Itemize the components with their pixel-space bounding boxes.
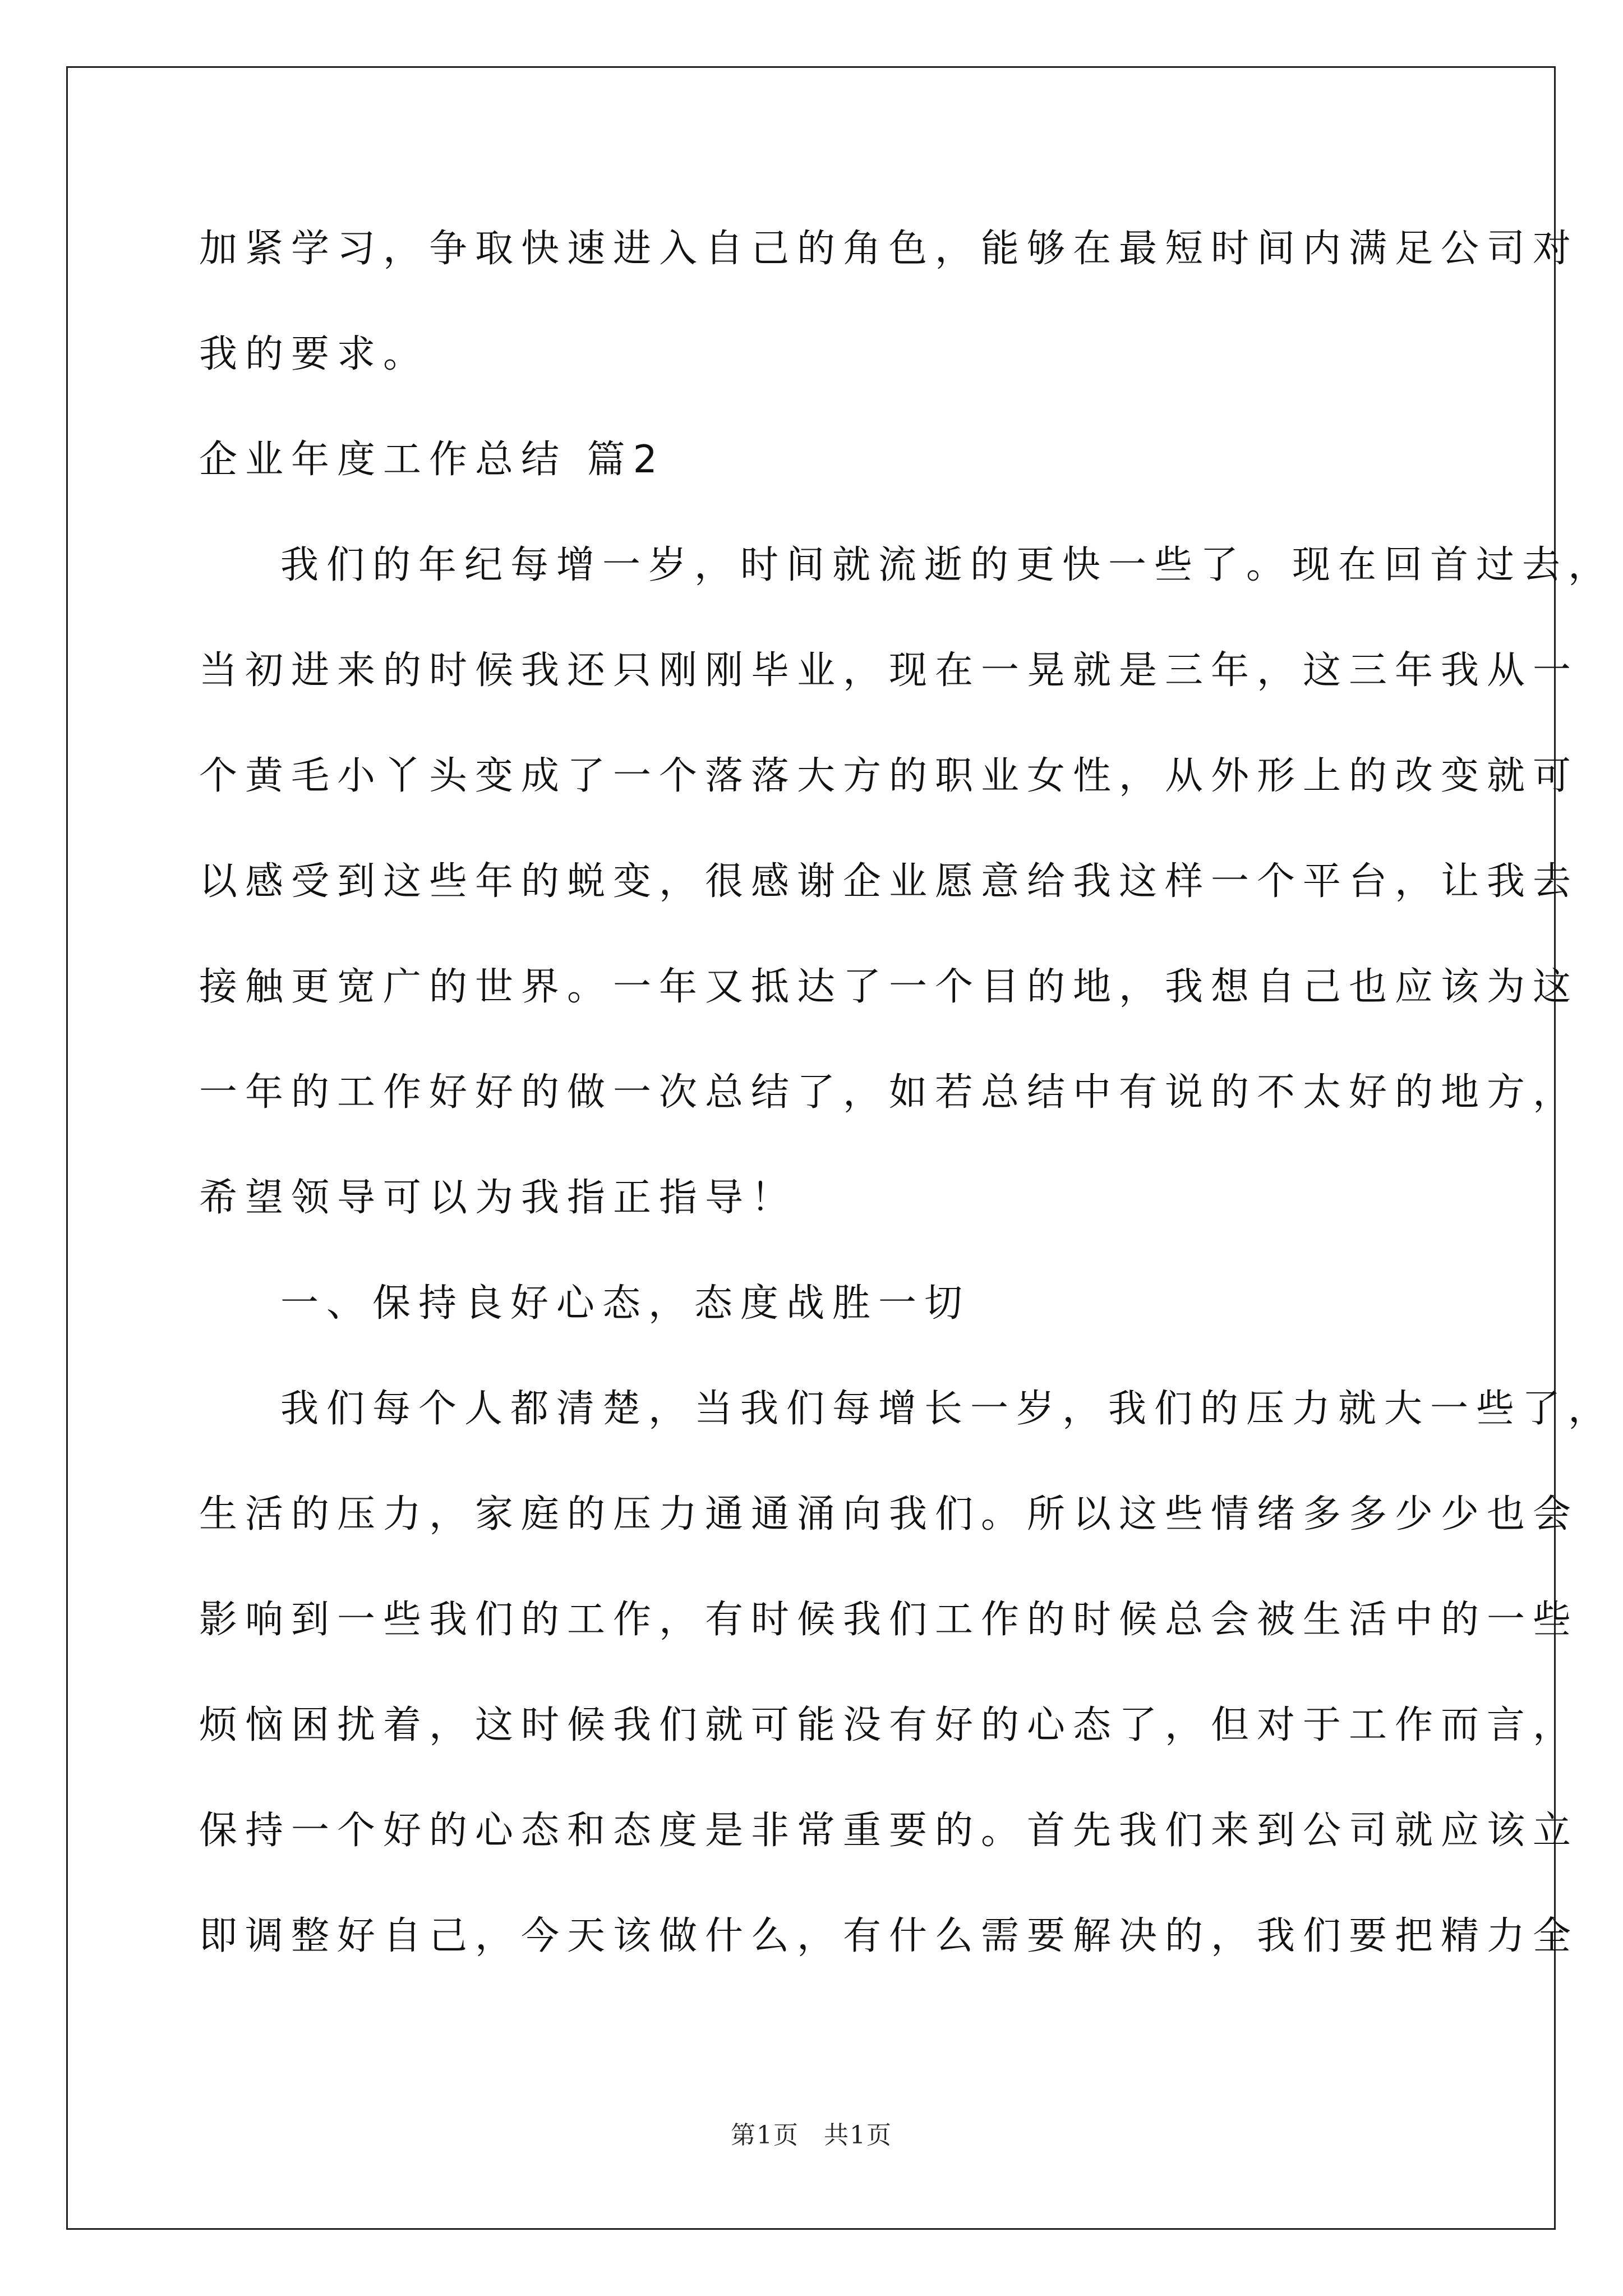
document-body	[199, 196, 1615, 1989]
body-line: 希望领导可以为我指正指导！	[199, 1176, 797, 1220]
body-line: 我们的年纪每增一岁，时间就流逝的更快一些了。现在回首过去，	[280, 543, 1615, 587]
body-line: 保持一个好的心态和态度是非常重要的。首先我们来到公司就应该立	[199, 1809, 1579, 1853]
subheading: 一、保持良好心态，态度战胜一切	[280, 1281, 971, 1326]
body-line: 以感受到这些年的蜕变，很感谢企业愿意给我这样一个平台，让我去	[199, 859, 1579, 904]
page-total: 共1页	[824, 2121, 892, 2150]
body-line: 即调整好自己，今天该做什么，有什么需要解决的，我们要把精力全	[199, 1914, 1579, 1958]
body-line: 个黄毛小丫头变成了一个落落大方的职业女性，从外形上的改变就可	[199, 754, 1579, 798]
body-line: 影响到一些我们的工作，有时候我们工作的时候总会被生活中的一些	[199, 1598, 1579, 1642]
body-line: 一年的工作好好的做一次总结了，如若总结中有说的不太好的地方，	[199, 1070, 1579, 1115]
body-line: 当初进来的时候我还只刚刚毕业，现在一晃就是三年，这三年我从一	[199, 648, 1579, 693]
body-line: 烦恼困扰着，这时候我们就可能没有好的心态了，但对于工作而言，	[199, 1703, 1579, 1747]
page-footer	[0, 2115, 1623, 2151]
body-line: 我们每个人都清楚，当我们每增长一岁，我们的压力就大一些了，	[280, 1387, 1615, 1431]
body-line: 加紧学习，争取快速进入自己的角色，能够在最短时间内满足公司对	[199, 227, 1579, 271]
body-line: 我的要求。	[199, 332, 430, 376]
body-line: 接触更宽广的世界。一年又抵达了一个目的地，我想自己也应该为这	[199, 965, 1579, 1009]
section-heading: 企业年度工作总结 篇2	[199, 438, 665, 482]
body-line: 生活的压力，家庭的压力通通涌向我们。所以这些情绪多多少少也会	[199, 1492, 1579, 1536]
page-number: 第1页	[731, 2121, 799, 2150]
